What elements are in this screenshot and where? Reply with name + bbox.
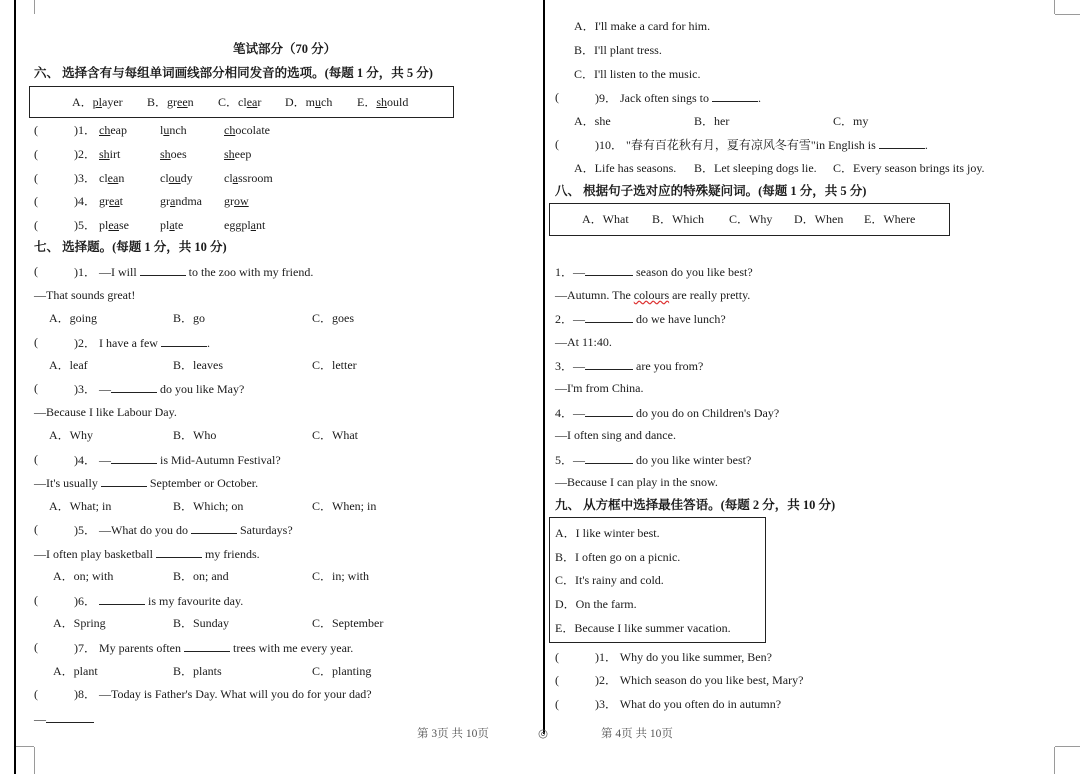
s9-option: D．On the farm.: [555, 597, 637, 611]
q7-1-opt-a: A．going: [49, 311, 98, 325]
q7-8-opt-c: C．I'll listen to the music.: [574, 67, 701, 81]
q7-6-opt-b: B．Sunday: [173, 616, 230, 630]
s6-row: (: [34, 218, 38, 232]
q7-7-opt-a: A．plant: [53, 664, 98, 678]
answer-blank[interactable]: [111, 452, 157, 464]
q7-5-opt-c: C．in; with: [312, 569, 370, 583]
crop-mark: [1055, 14, 1080, 15]
s6-word: lunch: [160, 123, 187, 137]
q7-6-opt-a: A．Spring: [53, 616, 106, 630]
s9-item-3-paren: (: [555, 697, 559, 711]
s6-row: (: [34, 123, 38, 137]
q7-4-opt-b: B．Which; on: [173, 499, 244, 513]
section-6-heading: 六、 选择含有与每组单词画线部分相同发音的选项。(每题 1 分，共 5 分): [34, 66, 433, 80]
s6-row: (: [34, 171, 38, 185]
s9-option: E．Because I like summer vacation.: [555, 621, 731, 635]
q7-9-opt-b: B．her: [694, 114, 730, 128]
q7-5-opt-a: A．on; with: [53, 569, 114, 583]
answer-blank[interactable]: [156, 546, 202, 558]
s6-row-number: )4．: [74, 194, 96, 208]
q7-5-stem: )5． —What do you do Saturdays?: [74, 523, 293, 537]
s8-option: B．Which: [652, 212, 704, 226]
s9-item-2-paren: (: [555, 673, 559, 687]
q7-10-opt-b: B．Let sleeping dogs lie.: [694, 161, 817, 175]
s8-item-5: 5．— do you like winter best?: [555, 453, 752, 467]
s8-option: E．Where: [864, 212, 916, 226]
s9-item-1: )1． Why do you like summer, Ben?: [595, 650, 772, 664]
s8-option: C．Why: [729, 212, 773, 226]
s8-item-1-reply: —Autumn. The colours are really pretty.: [555, 288, 751, 302]
answer-blank[interactable]: [46, 711, 94, 723]
q7-4-opt-a: A．What; in: [49, 499, 112, 513]
s6-option: D．much: [285, 95, 333, 109]
q7-5-opt-b: B．on; and: [173, 569, 229, 583]
q7-7-opt-b: B．plants: [173, 664, 222, 678]
s9-option: A．I like winter best.: [555, 526, 660, 540]
answer-blank[interactable]: [585, 358, 633, 370]
q7-7-stem: )7． My parents often trees with me every year.: [74, 641, 354, 655]
s8-item-2-reply: —At 11:40.: [555, 335, 612, 349]
s6-word: grandma: [160, 194, 202, 208]
answer-blank[interactable]: [585, 264, 633, 276]
q7-7-paren: (: [34, 640, 38, 654]
q7-8-opt-a: A．I'll make a card for him.: [574, 19, 711, 33]
q7-10-paren: (: [555, 137, 559, 151]
s9-item-3: )3． What do you often do in autumn?: [595, 697, 782, 711]
crop-mark: [1055, 746, 1080, 747]
q7-3-paren: (: [34, 381, 38, 395]
s6-word: grow: [224, 194, 249, 208]
s6-word: eggplant: [224, 218, 266, 232]
q7-10-stem: )10． "春有百花秋有月，夏有凉风冬有雪"in English is .: [595, 138, 928, 152]
answer-blank[interactable]: [879, 137, 925, 149]
s8-item-1: 1．— season do you like best?: [555, 265, 753, 279]
s6-row-number: )1．: [74, 123, 96, 137]
s6-word: sheep: [224, 147, 252, 161]
written-section-title: 笔试部分（70 分）: [233, 42, 337, 56]
q7-1-stem: )1． —I will to the zoo with my friend.: [74, 265, 314, 279]
s6-option: B．green: [147, 95, 194, 109]
q7-1-paren: (: [34, 264, 38, 278]
s8-item-4: 4．— do you do on Children's Day?: [555, 406, 780, 420]
s6-word: cloudy: [160, 171, 193, 185]
crop-mark: [1054, 747, 1055, 774]
answer-blank[interactable]: [111, 381, 157, 393]
s9-option: C．It's rainy and cold.: [555, 573, 664, 587]
q7-3-opt-a: A．Why: [49, 428, 93, 442]
s6-word: great: [99, 194, 123, 208]
page-left-border: [14, 0, 16, 774]
q7-5-reply: —I often play basketball my friends.: [34, 547, 260, 561]
s6-word: clean: [99, 171, 125, 185]
s6-word: please: [99, 218, 129, 232]
answer-blank[interactable]: [184, 640, 230, 652]
answer-blank[interactable]: [101, 475, 147, 487]
s8-option: A．What: [582, 212, 629, 226]
q7-9-opt-c: C．my: [833, 114, 869, 128]
s8-item-5-reply: —Because I can play in the snow.: [555, 475, 718, 489]
q7-10-opt-c: C．Every season brings its joy.: [833, 161, 985, 175]
s6-row-number: )5．: [74, 218, 96, 232]
q7-1-opt-c: C．goes: [312, 311, 355, 325]
answer-blank[interactable]: [585, 311, 633, 323]
answer-blank[interactable]: [99, 593, 145, 605]
q7-3-opt-b: B．Who: [173, 428, 217, 442]
s6-row-number: )3．: [74, 171, 96, 185]
q7-6-paren: (: [34, 593, 38, 607]
q7-6-opt-c: C．September: [312, 616, 384, 630]
q7-8-paren: (: [34, 687, 38, 701]
s8-item-3: 3．— are you from?: [555, 359, 704, 373]
s6-word: chocolate: [224, 123, 270, 137]
q7-2-opt-c: C．letter: [312, 358, 357, 372]
answer-blank[interactable]: [140, 264, 186, 276]
answer-blank[interactable]: [585, 452, 633, 464]
q7-4-reply: —It's usually September or October.: [34, 476, 259, 490]
s6-option: C．clear: [218, 95, 262, 109]
s9-option: B．I often go on a picnic.: [555, 550, 681, 564]
binding-circle-icon: ◎: [538, 728, 549, 740]
q7-8-opt-b: B．I'll plant tress.: [574, 43, 662, 57]
s6-word: shirt: [99, 147, 121, 161]
s8-item-4-reply: —I often sing and dance.: [555, 428, 676, 442]
section-8-heading: 八、 根据句子选对应的特殊疑问词。(每题 1 分，共 5 分): [555, 184, 867, 198]
answer-blank[interactable]: [585, 405, 633, 417]
q7-4-stem: )4． — is Mid-Autumn Festival?: [74, 453, 281, 467]
q7-9-stem: )9． Jack often sings to .: [595, 91, 761, 105]
crop-mark: [34, 0, 35, 14]
q7-2-opt-a: A．leaf: [49, 358, 88, 372]
q7-8-reply: —: [34, 711, 94, 726]
q7-9-paren: (: [555, 90, 559, 104]
s6-word: classroom: [224, 171, 273, 185]
q7-1-reply: —That sounds great!: [34, 288, 136, 302]
q7-3-stem: )3． — do you like May?: [74, 382, 245, 396]
s6-word: shoes: [160, 147, 187, 161]
q7-7-opt-c: C．planting: [312, 664, 372, 678]
q7-6-stem: )6． is my favourite day.: [74, 594, 244, 608]
section-7-heading: 七、 选择题。(每题 1 分，共 10 分): [34, 240, 227, 254]
q7-2-stem: )2． I have a few .: [74, 336, 210, 350]
q7-9-opt-a: A．she: [574, 114, 611, 128]
q7-4-opt-c: C．When; in: [312, 499, 377, 513]
q7-2-paren: (: [34, 335, 38, 349]
s6-option: A．player: [72, 95, 123, 109]
q7-3-opt-c: C．What: [312, 428, 358, 442]
s8-option: D．When: [794, 212, 844, 226]
answer-blank[interactable]: [161, 335, 207, 347]
crop-mark: [34, 747, 35, 774]
s8-item-2: 2．— do we have lunch?: [555, 312, 726, 326]
q7-10-opt-a: A．Life has seasons.: [574, 161, 677, 175]
q7-5-paren: (: [34, 522, 38, 536]
s8-item-3-reply: —I'm from China.: [555, 381, 644, 395]
q7-4-paren: (: [34, 452, 38, 466]
crop-mark: [16, 746, 34, 747]
s9-item-1-paren: (: [555, 650, 559, 664]
answer-blank[interactable]: [191, 522, 237, 534]
page-fold-line: [543, 0, 545, 734]
s9-item-2: )2． Which season do you like best, Mary?: [595, 673, 804, 687]
answer-blank[interactable]: [712, 90, 758, 102]
s6-row: (: [34, 194, 38, 208]
s6-option: E．should: [357, 95, 409, 109]
s6-word: plate: [160, 218, 184, 232]
q7-3-reply: —Because I like Labour Day.: [34, 405, 177, 419]
section-9-heading: 九、 从方框中选择最佳答语。(每题 2 分，共 10 分): [555, 498, 836, 512]
s6-word: cheap: [99, 123, 127, 137]
page-footer-right: 第 4页 共 10页: [601, 728, 673, 740]
s6-row-number: )2．: [74, 147, 96, 161]
crop-mark: [1054, 0, 1055, 14]
q7-8-stem: )8． —Today is Father's Day. What will you do for your dad?: [74, 687, 372, 701]
page-footer-left: 第 3页 共 10页: [417, 728, 489, 740]
q7-2-opt-b: B．leaves: [173, 358, 223, 372]
s6-row: (: [34, 147, 38, 161]
q7-1-opt-b: B．go: [173, 311, 206, 325]
